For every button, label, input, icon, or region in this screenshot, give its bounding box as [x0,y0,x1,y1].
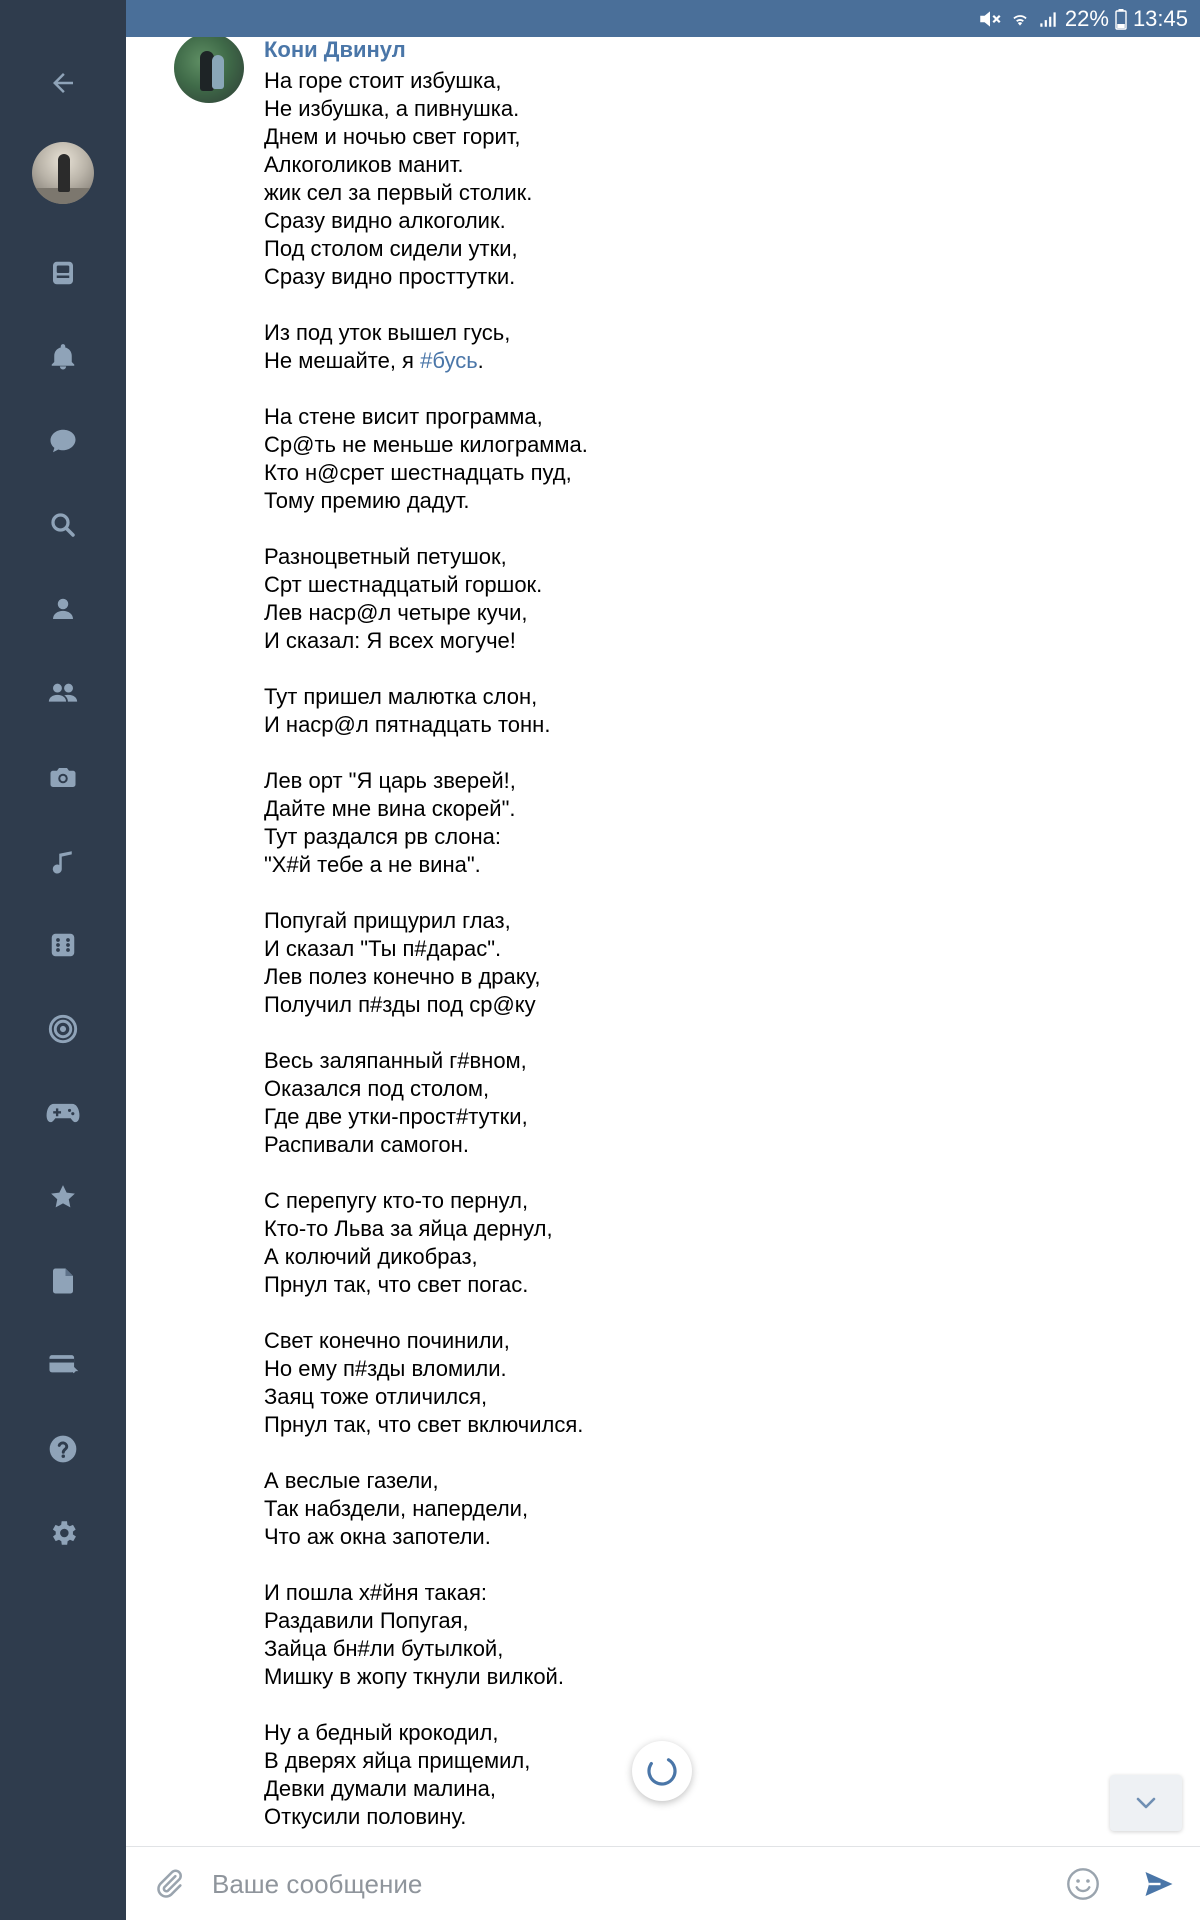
stanza-gap [264,1551,1064,1579]
sidebar-item-games[interactable] [0,910,126,980]
sidebar-item-settings[interactable] [0,1498,126,1568]
send-button[interactable] [1136,1861,1182,1907]
stanza-gap [264,375,1064,403]
message-line: Прнул так, что свет включился. [264,1412,584,1437]
message-line: "Х#й тебе а не вина". [264,852,481,877]
message-input[interactable] [210,1859,970,1909]
friends-icon [47,678,79,708]
sidebar-item-music[interactable] [0,826,126,896]
stanza-gap [264,1159,1064,1187]
sidebar-item-ads[interactable] [0,994,126,1064]
stanza-gap [264,879,1064,907]
message-line: И сказал: Я всех могуче! [264,628,516,653]
games-grid-icon [48,930,78,960]
gamepad-icon [46,1098,80,1128]
message-line: Попугай прищурил глаз, [264,908,511,933]
paperclip-icon [152,1867,186,1901]
message-line: С перепугу кто-то пернул, [264,1188,529,1213]
message-line: Лев орт "Я царь зверей!, [264,768,516,793]
clock: 13:45 [1132,5,1188,31]
message-line: Лев нacp@л четыре кучи, [264,600,528,625]
news-icon [48,258,78,288]
message-composer [126,1846,1200,1920]
message-line [264,347,1064,375]
message-line: Сразу видно алкоголик. [264,208,506,233]
message-line: Раздавили Попугая, [264,1608,469,1633]
sidebar-item-help[interactable] [0,1414,126,1484]
sidebar-item-payments[interactable] [0,1330,126,1400]
stanza-gap [264,1691,1064,1719]
message-line: А веслые газели, [264,1468,439,1493]
emoji-button[interactable] [1060,1861,1106,1907]
message-line: Не избушка, а пивнушка. [264,96,520,121]
message-line: Прнул так, что свет погас. [264,1272,529,1297]
help-icon [47,1433,79,1465]
sidebar-item-notifications[interactable] [0,322,126,392]
back-button[interactable] [0,48,126,118]
message-line: Разноцветный петушок, [264,544,507,569]
stanza-gap [264,515,1064,543]
sender-name[interactable]: Кони Двинул [264,37,406,62]
message-line: Распивали самогон. [264,1132,469,1157]
card-icon [47,1350,79,1380]
message-line: Днем и ночью свет горит, [264,124,521,149]
hashtag-link[interactable]: #бусь [420,348,478,373]
message-line: Тут раздался рв слона: [264,824,502,849]
sidebar-item-profile[interactable] [0,574,126,644]
sidebar-item-gamepad[interactable] [0,1078,126,1148]
message-line: Тут пришел малютка слон, [264,684,538,709]
conversation-view [126,37,1200,1846]
message-line: Ну а бедный крокодил, [264,1720,499,1745]
target-icon [47,1013,79,1045]
message-line: Алкоголиков манит. [264,152,464,177]
message-line: Под столом сидели утки, [264,236,518,261]
bell-icon [48,342,78,372]
message-line: Весь заляпанный г#вном, [264,1048,527,1073]
message-line: И нacp@л пятнадцать тонн. [264,712,551,737]
sidebar-item-friends[interactable] [0,658,126,728]
camera-icon [48,762,78,792]
message-line: Получил п#зды под ср@ку [264,992,536,1017]
stanza-gap [264,739,1064,767]
message-line: Сразу видно просттутки. [264,264,516,289]
message-line: На стене висит программа, [264,404,543,429]
message-line: А колючий дикобраз, [264,1244,478,1269]
message-line: И пошла х#йня такая: [264,1580,488,1605]
spinner-icon [645,1754,679,1788]
sidebar-item-photos[interactable] [0,742,126,812]
send-icon [1141,1866,1177,1902]
message-line-text: Не мешайте, я [264,348,421,373]
attach-button[interactable] [146,1861,192,1907]
message-line: Ср@ть не меньше килограмма. [264,432,588,457]
message-line: Но ему п#зды вломили. [264,1356,507,1381]
stanza-gap [264,291,1064,319]
message-line: Так набздели, напердели, [264,1496,529,1521]
signal-icon [1037,8,1059,30]
message-line: Дайте мне вина скорей". [264,796,516,821]
message-line: жик сел за первый столик. [264,180,533,205]
profile-icon [48,594,78,624]
mute-icon [977,8,1003,30]
sidebar-item-news[interactable] [0,238,126,308]
star-icon [48,1182,78,1212]
message-line: В дверях яйца прищемил, [264,1748,531,1773]
message-line: Зайца бн#ли бутылкой, [264,1636,504,1661]
battery-percent: 22% [1064,5,1109,31]
message-line: Что аж окна запотели. [264,1524,491,1549]
search-icon [48,510,78,540]
chat-icon [48,426,78,456]
stanza-gap [264,1019,1064,1047]
stanza-gap [264,655,1064,683]
smiley-icon [1065,1866,1101,1902]
sender-avatar[interactable] [174,37,244,103]
battery-icon [1115,8,1127,30]
message-text [264,67,1064,1831]
document-icon [48,1266,78,1296]
message-line: Мишку в жопу ткнули вилкой. [264,1664,564,1689]
message-line: И сказал "Ты п#дарас". [264,936,502,961]
hashtag-suffix: . [477,348,484,373]
message-line: Свет конечно починили, [264,1328,510,1353]
stanza-gap [264,1439,1064,1467]
chevron-down-icon [1135,1796,1157,1810]
message-line: Кто-то Льва за яйца дернул, [264,1216,553,1241]
avatar[interactable] [32,142,94,204]
sidebar [0,0,126,1920]
message-line: Оказался под столом, [264,1076,490,1101]
message-line: Тому премию дадут. [264,488,470,513]
sidebar-item-documents[interactable] [0,1246,126,1316]
sidebar-item-search[interactable] [0,490,126,560]
message-line: Откусили половину. [264,1804,467,1829]
stanza-gap [264,1299,1064,1327]
message-line: Кто н@срет шестнадцать пуд, [264,460,572,485]
message-line: Девки думали малина, [264,1776,497,1801]
scroll-down-button[interactable] [1110,1775,1182,1831]
music-icon [48,846,78,876]
avatar-figure [212,55,224,89]
back-arrow-icon [48,68,78,98]
message-line: Заяц тоже отличился, [264,1384,488,1409]
avatar-figure [58,154,70,192]
settings-icon [47,1517,79,1549]
loading-indicator [632,1741,692,1801]
message-line: На горе стоит избушка, [264,68,502,93]
message-line: Из под уток вышел гусь, [264,320,511,345]
message-line: Срт шестнадцатый горшок. [264,572,543,597]
sidebar-item-messages[interactable] [0,406,126,476]
wifi-icon [1009,8,1031,30]
message-line: Лев полез конечно в драку, [264,964,541,989]
message-line: Где две утки-прост#тутки, [264,1104,528,1129]
status-bar [126,0,1200,37]
sidebar-item-bookmarks[interactable] [0,1162,126,1232]
